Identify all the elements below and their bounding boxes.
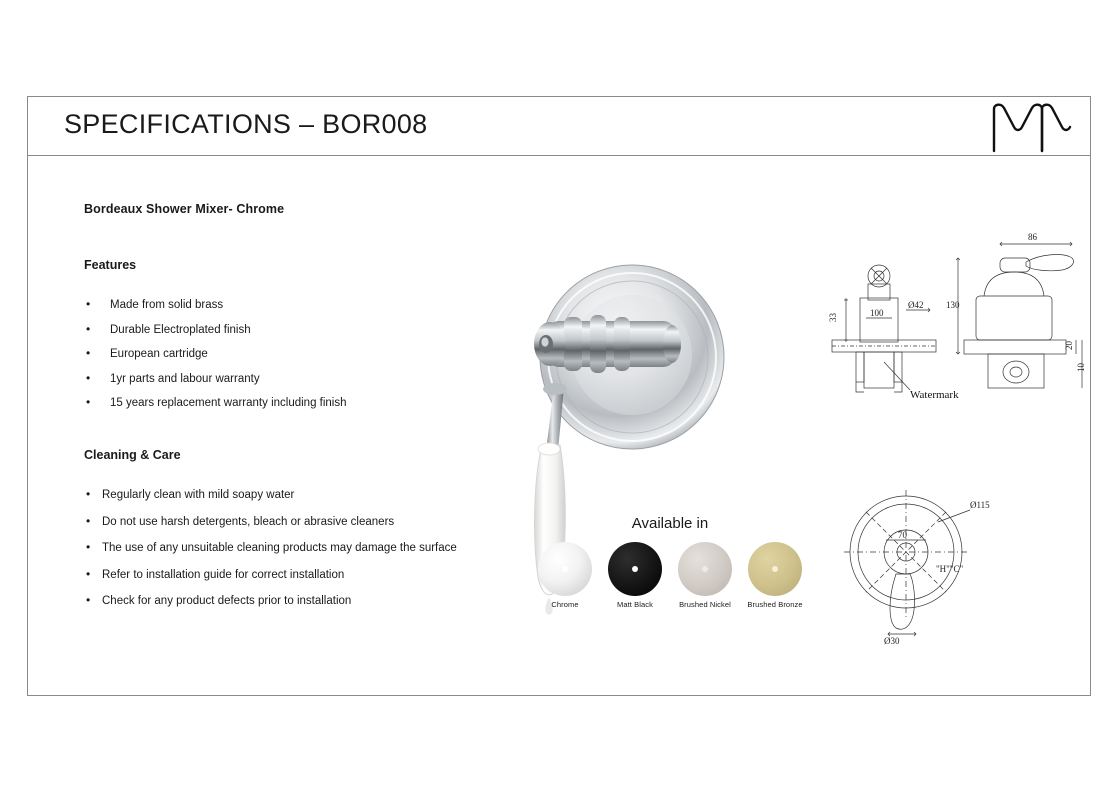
technical-drawings [818,222,1088,682]
list-item: • European cartridge [84,347,504,362]
list-item: • The use of any unsuitable cleaning products may damage the surface [84,541,504,557]
dim-label-33: 33 [828,313,838,322]
features-section [84,258,504,411]
swatch-disc-brushed-nickel [678,542,732,596]
swatch-label: Chrome [551,600,579,609]
dim-label-130: 130 [946,300,960,310]
dim-label-70: 70 [898,530,907,540]
list-item: • Do not use harsh detergents, bleach or abrasive cleaners [84,515,504,531]
available-in-title: Available in [631,515,709,532]
swatch-matt-black[interactable] [604,542,666,609]
swatch-brushed-nickel[interactable] [674,542,736,609]
list-item: • 15 years replacement warranty including finish [84,396,504,411]
dim-label-115: Ø115 [970,500,990,510]
dim-label-42: Ø42 [908,300,924,310]
swatch-label: Brushed Bronze [747,600,803,609]
list-item: • Refer to installation guide for correct installation [84,568,504,584]
drawing-plan-view [844,490,970,636]
watermark-label: Watermark [910,389,959,401]
cleaning-care-section [84,448,504,610]
cleaning-care-list [84,488,504,610]
cleaning-care-heading: Cleaning & Care [84,448,181,462]
available-finishes-section [520,515,820,609]
drawing-side-section [832,265,936,392]
list-item: • Regularly clean with mild soapy water [84,488,504,504]
swatch-disc-chrome [538,542,592,596]
dim-label-86: 86 [1028,232,1037,242]
swatch-label: Brushed Nickel [679,600,731,609]
swatch-label: Matt Black [616,600,653,609]
list-item: • 1yr parts and labour warranty [84,372,504,387]
dim-label-20: 20 [1064,341,1074,350]
sheet-header [28,97,1090,156]
swatch-disc-matt-black [608,542,662,596]
features-list [84,298,504,411]
dim-label-10: 10 [1076,363,1086,372]
product-title: Bordeaux Shower Mixer- Chrome [84,202,285,216]
page-title: SPECIFICATIONS – BOR008 [64,109,428,139]
swatch-brushed-bronze[interactable] [744,542,806,609]
m-logo [990,101,1076,153]
dim-label-30: Ø30 [884,636,900,646]
dim-label-100: 100 [870,308,884,318]
list-item: • Durable Electroplated finish [84,323,504,338]
label-hot-cold: "H""C" [936,564,964,574]
swatch-chrome[interactable] [534,542,596,609]
drawing-front-elevation [956,242,1082,388]
finish-swatches [534,542,806,609]
specification-sheet [27,96,1091,696]
list-item: • Made from solid brass [84,298,504,313]
swatch-disc-brushed-bronze [748,542,802,596]
list-item: • Check for any product defects prior to installation [84,594,504,610]
features-heading: Features [84,258,137,272]
left-content-column [84,202,504,621]
